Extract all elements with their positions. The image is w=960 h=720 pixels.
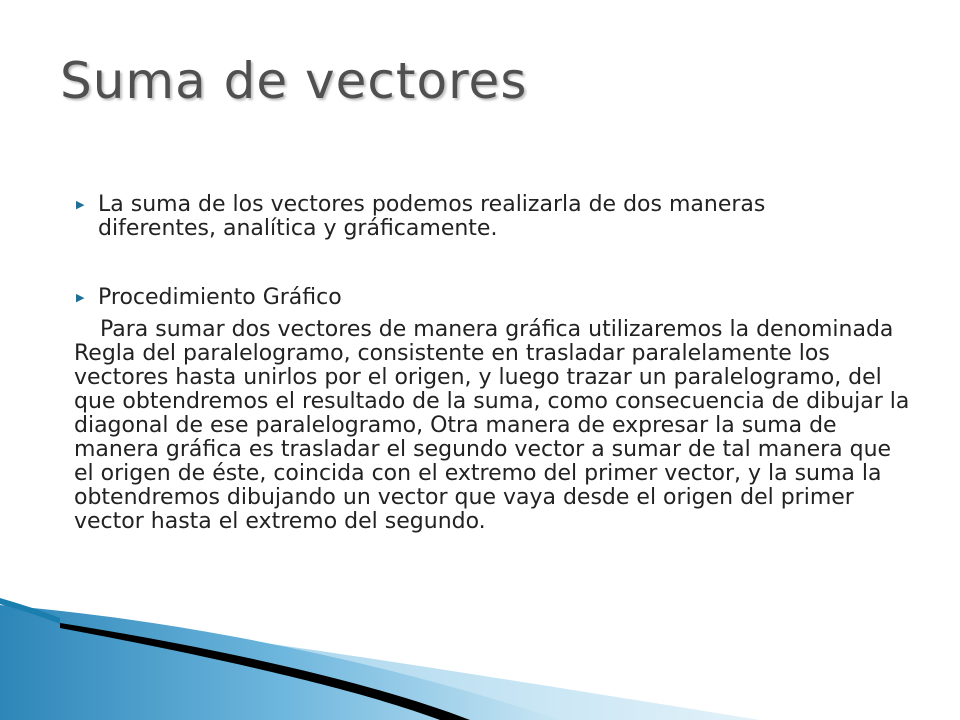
wave-decoration xyxy=(0,590,960,720)
bullet-item-intro xyxy=(76,193,856,241)
body-paragraph: Para sumar dos vectores de manera gráfica utilizaremos la denominada Regla del paralelogramo, consistente en trasladar paralelamente los vectores hasta unirlos por el origen, y luego trazar un paralelogramo, del que obtendremos el resultado de la suma, como consecuencia de dibujar la diagonal de ese paralelogramo, Otra manera de expresar la suma de manera gráfica es trasladar el segundo vector a sumar de tal manera que el origen de éste, coincida con el extremo del primer vector, y la suma la obtendremos dibujando un vector que vaya desde el origen del primer vector hasta el extremo del segundo. xyxy=(74,317,910,534)
triangle-right-icon: ▶ xyxy=(76,291,85,304)
triangle-right-icon: ▶ xyxy=(76,198,85,211)
slide-title: Suma de vectores xyxy=(60,52,528,110)
bullet-item-procedure xyxy=(76,286,342,310)
bullet-text: Procedimiento Gráfico xyxy=(98,285,342,310)
wave-blue-band xyxy=(0,605,560,720)
bullet-text: La suma de los vectores podemos realizarla de dos maneras diferentes, analítica y gráficamente. xyxy=(98,192,766,241)
